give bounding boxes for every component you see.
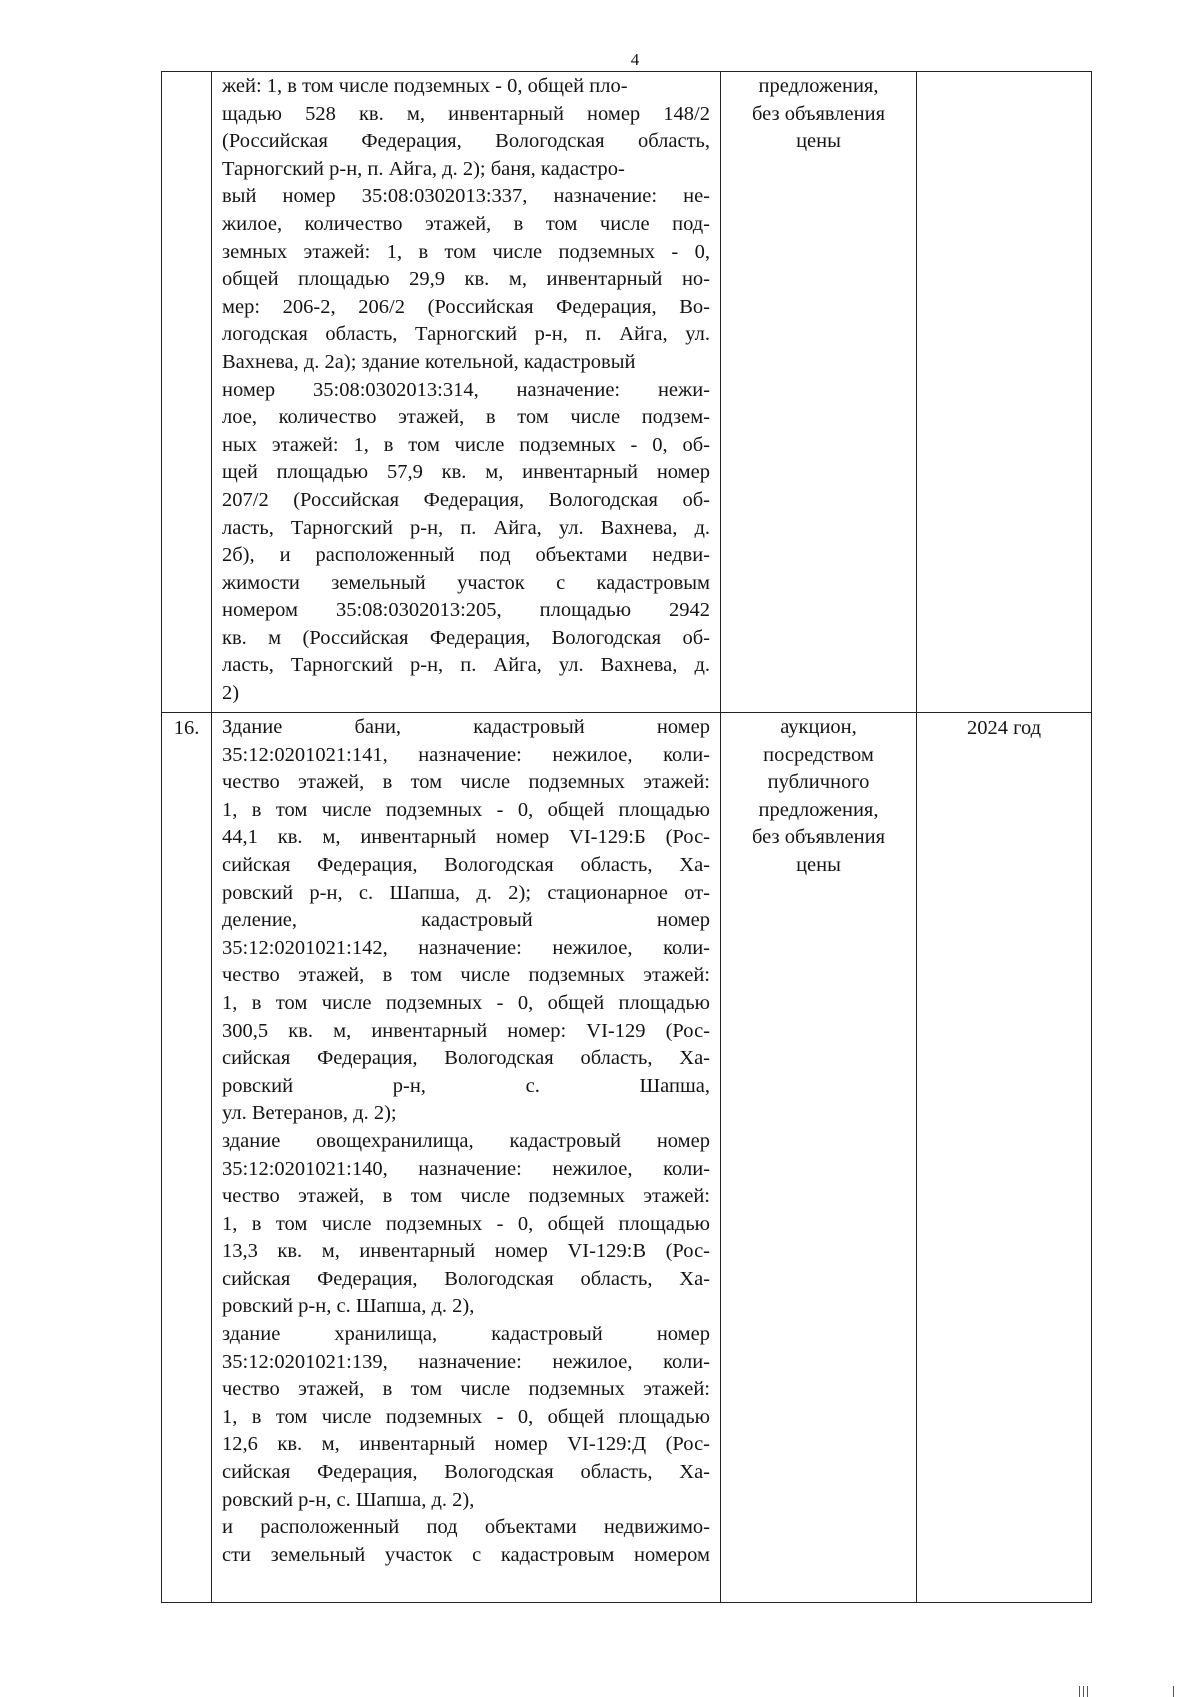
- description-line: ных этажей: 1, в том числе подземных - 0, об-: [222, 433, 710, 456]
- description-line: ул. Ветеранов, д. 2);: [222, 1102, 397, 1125]
- description-line: 300,5 кв. м, инвентарный номер: VI-129 (Рос-: [222, 1019, 710, 1042]
- description-line: сийская Федерация, Вологодская область, Ха-: [222, 1461, 710, 1484]
- description-line: Тарногский р-н, п. Айга, д. 2); баня, кадастро-: [222, 157, 625, 180]
- description-line: мер: 206-2, 206/2 (Российская Федерация, Во-: [222, 295, 710, 318]
- table-row: [162, 72, 1092, 713]
- description-line: деление, кадастровый номер: [222, 909, 710, 932]
- description-line: щадью 528 кв. м, инвентарный номер 148/2: [222, 102, 710, 125]
- description-line: земных этажей: 1, в том числе подземных - 0,: [222, 240, 710, 263]
- description-line: номер 35:08:0302013:314, назначение: нежи-: [222, 378, 710, 401]
- description-line: жилое, количество этажей, в том числе под-: [222, 212, 710, 235]
- method-line: предложения,: [758, 75, 879, 97]
- description-cell: [212, 713, 721, 1603]
- description-line: ровский р-н, с. Шапша, д. 2),: [222, 1488, 475, 1511]
- description-line: 35:12:0201021:141, назначение: нежилое, коли-: [222, 743, 710, 766]
- description-line: 35:12:0201021:142, назначение: нежилое, коли-: [222, 936, 710, 959]
- description-line: 2): [222, 682, 240, 705]
- description-line: 12,6 кв. м, инвентарный номер VI-129:Д (Рос-: [222, 1433, 710, 1456]
- description-line: сийская Федерация, Вологодская область, Ха-: [222, 1267, 710, 1290]
- description-line: чество этажей, в том числе подземных этажей:: [222, 1185, 710, 1208]
- description-line: здание овощехранилища, кадастровый номер: [222, 1129, 710, 1152]
- description-line: 13,3 кв. м, инвентарный номер VI-129:В (Рос-: [222, 1240, 710, 1263]
- scan-mark: [1079, 1686, 1080, 1697]
- method-line: без объявления: [751, 826, 886, 849]
- description-line: сийская Федерация, Вологодская область, Ха-: [222, 1047, 710, 1070]
- description-line: ровский р-н, с. Шапша,: [222, 1074, 710, 1097]
- description-line: 1, в том числе подземных - 0, общей площадью: [222, 1212, 710, 1235]
- description-line: чество этажей, в том числе подземных этажей:: [222, 1378, 710, 1401]
- description-line: 2б), и расположенный под объектами недви-: [222, 544, 710, 567]
- description-line: Вахнева, д. 2а); здание котельной, кадастровый: [222, 350, 636, 373]
- description-line: номером 35:08:0302013:205, площадью 2942: [222, 599, 710, 622]
- period-cell: [917, 72, 1092, 713]
- description-line: 44,1 кв. м, инвентарный номер VI-129:Б (Рос-: [222, 826, 710, 849]
- method-cell: [721, 713, 917, 1603]
- description-cell: [212, 72, 721, 713]
- description-line: и расположенный под объектами недвижимо-: [222, 1516, 710, 1539]
- description-line: ласть, Тарногский р-н, п. Айга, ул. Вахнева, д.: [222, 654, 710, 677]
- method-line: публичного: [767, 771, 870, 794]
- description-line: кв. м (Российская Федерация, Вологодская об-: [222, 626, 710, 649]
- description-line: 35:12:0201021:140, назначение: нежилое, коли-: [222, 1157, 710, 1180]
- description-line: сти земельный участок с кадастровым номером: [222, 1543, 710, 1566]
- description-line: чество этажей, в том числе подземных этажей:: [222, 771, 710, 794]
- description-line: 1, в том числе подземных - 0, общей площадью: [222, 798, 710, 821]
- description-line: сийская Федерация, Вологодская область, Ха-: [222, 853, 710, 876]
- description-line: ровский р-н, с. Шапша, д. 2); стационарное от-: [222, 881, 710, 904]
- description-line: (Российская Федерация, Вологодская область,: [222, 130, 710, 153]
- method-line: без объявления: [751, 102, 886, 125]
- page-number: 4: [630, 50, 640, 69]
- privatization-table: [161, 71, 1092, 1603]
- scan-mark: [1083, 1686, 1084, 1697]
- table-row: [162, 713, 1092, 1603]
- description-line: Здание бани, кадастровый номер: [222, 716, 710, 738]
- method-line: аукцион,: [780, 716, 857, 738]
- description-line: лое, количество этажей, в том числе подзем-: [222, 406, 710, 429]
- description-line: чество этажей, в том числе подземных этажей:: [222, 964, 710, 987]
- description-line: щей площадью 57,9 кв. м, инвентарный номер: [222, 461, 710, 484]
- description-line: 35:12:0201021:139, назначение: нежилое, коли-: [222, 1350, 710, 1373]
- description-line: ласть, Тарногский р-н, п. Айга, ул. Вахнева, д.: [222, 516, 710, 539]
- description-line: 1, в том числе подземных - 0, общей площадью: [222, 991, 710, 1014]
- description-line: жей: 1, в том числе подземных - 0, общей пло-: [222, 75, 628, 97]
- description-line: здание хранилища, кадастровый номер: [222, 1323, 710, 1346]
- method-line: посредством: [763, 743, 874, 766]
- description-line: вый номер 35:08:0302013:337, назначение: не-: [222, 185, 710, 208]
- description-line: логодская область, Тарногский р-н, п. Айга, ул.: [222, 323, 710, 346]
- description-line: 1, в том числе подземных - 0, общей площадью: [222, 1405, 710, 1428]
- row-number-cell: [162, 72, 212, 713]
- method-cell: [721, 72, 917, 713]
- scan-mark: [1173, 1686, 1174, 1697]
- period-cell: 2024 год: [917, 713, 1092, 1603]
- method-line: цены: [796, 130, 841, 153]
- description-line: 207/2 (Российская Федерация, Вологодская об-: [222, 488, 710, 511]
- method-line: цены: [796, 853, 841, 876]
- method-line: предложения,: [758, 798, 879, 821]
- row-number-cell: 16.: [162, 713, 212, 1603]
- description-line: жимости земельный участок с кадастровым: [222, 571, 710, 594]
- description-line: общей площадью 29,9 кв. м, инвентарный но-: [222, 268, 710, 291]
- description-line: ровский р-н, с. Шапша, д. 2),: [222, 1295, 475, 1318]
- scan-mark: [1087, 1686, 1088, 1697]
